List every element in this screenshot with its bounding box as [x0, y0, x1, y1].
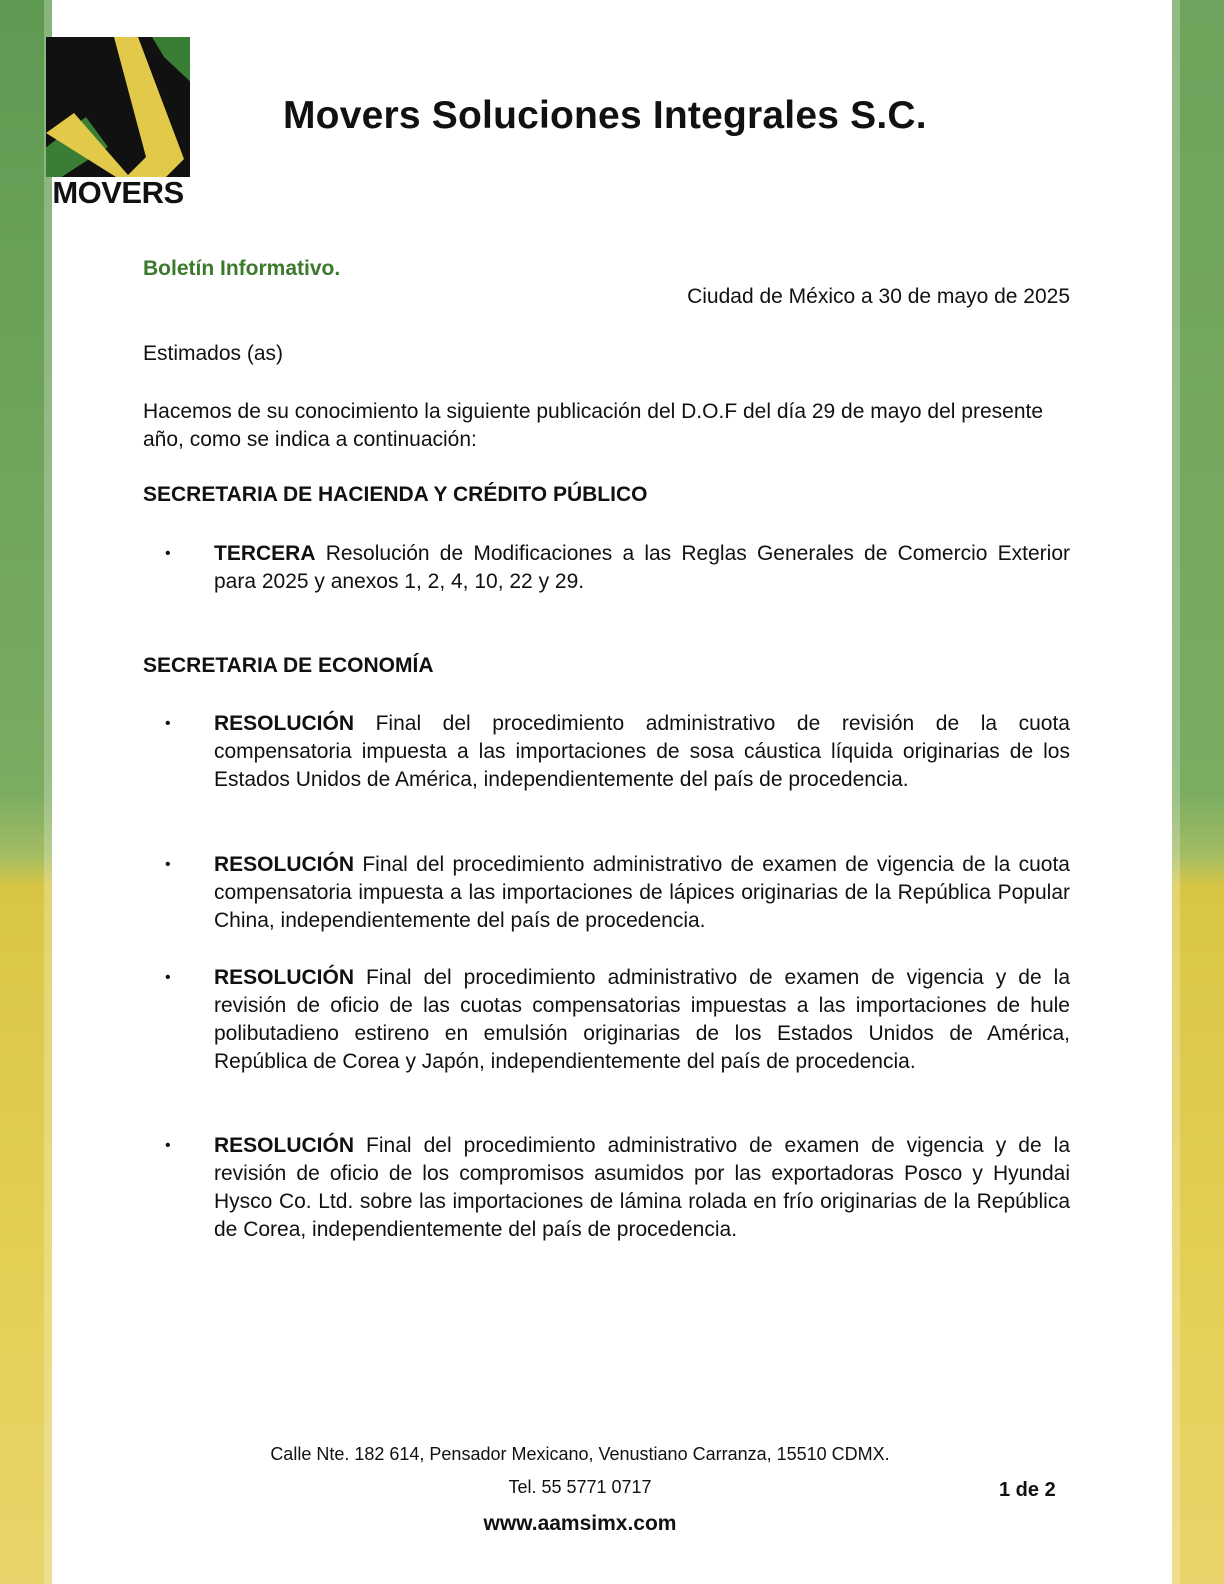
list-item: [143, 1132, 1070, 1244]
date-line: Ciudad de México a 30 de mayo de 2025: [687, 285, 1070, 308]
right-border-stripe: [1172, 0, 1224, 1584]
item-text: Final del procedimiento administrativo de examen de vigencia de la cuota compensatoria impuesta a las importaciones de lápices originarias de la República Popular China, independientemente del país de procedencia.: [214, 853, 1070, 932]
bullet: •: [165, 856, 171, 873]
bullet: •: [165, 715, 171, 732]
bullet: •: [165, 1137, 171, 1154]
logo-mark-icon: [46, 37, 190, 177]
list-item: [143, 540, 1070, 596]
list-item: [143, 964, 1070, 1076]
bullet: •: [165, 545, 171, 562]
item-text: Final del procedimiento administrativo de examen de vigencia y de la revisión de oficio de las cuotas compensatorias impuestas a las importaciones de hule polibutadieno estireno en emulsión originarias de los Estados Unidos de América, República de Corea y Japón, independientemente del país de procedencia.: [214, 966, 1070, 1073]
page-number: 1 de 2: [999, 1479, 1056, 1501]
greeting: Estimados (as): [143, 342, 284, 365]
intro-paragraph: Hacemos de su conocimiento la siguiente publicación del D.O.F del día 29 de mayo del presente año, como se indica a continuación:: [143, 400, 1044, 451]
logo-wordmark: MOVERS: [52, 175, 184, 210]
item-lead: RESOLUCIÓN: [214, 853, 355, 876]
section-heading-economia: SECRETARIA DE ECONOMÍA: [143, 654, 434, 677]
footer-phone: Tel. 55 5771 0717: [508, 1477, 652, 1497]
bullet: •: [165, 969, 171, 986]
item-lead: RESOLUCIÓN: [214, 966, 355, 989]
item-text: Final del procedimiento administrativo de examen de vigencia y de la revisión de oficio de los compromisos asumidos por las exportadoras Posco y Hyundai Hysco Co. Ltd. sobre las importaciones de lámina rolada en frío originarias de la República de Corea, independientemente del país de procedencia.: [214, 1134, 1070, 1241]
item-lead: TERCERA: [214, 542, 316, 565]
footer-website-link[interactable]: www.aamsimx.com: [483, 1512, 677, 1535]
company-logo: [46, 37, 190, 211]
company-name: Movers Soluciones Integrales S.C.: [283, 94, 927, 137]
section-heading-hacienda: SECRETARIA DE HACIENDA Y CRÉDITO PÚBLICO: [143, 483, 648, 506]
footer-address: Calle Nte. 182 614, Pensador Mexicano, Venustiano Carranza, 15510 CDMX.: [270, 1444, 890, 1464]
item-text: Final del procedimiento administrativo de revisión de la cuota compensatoria impuesta a las importaciones de sosa cáustica líquida originarias de los Estados Unidos de América, independientemente del país de procedencia.: [214, 712, 1070, 791]
list-item: [143, 851, 1070, 935]
left-border-stripe: [0, 0, 52, 1584]
item-lead: RESOLUCIÓN: [214, 712, 355, 735]
item-lead: RESOLUCIÓN: [214, 1134, 355, 1157]
list-item: [143, 710, 1070, 794]
item-text: Resolución de Modificaciones a las Reglas Generales de Comercio Exterior para 2025 y anexos 1, 2, 4, 10, 22 y 29.: [214, 542, 1070, 593]
bulletin-title: Boletín Informativo.: [143, 257, 341, 280]
